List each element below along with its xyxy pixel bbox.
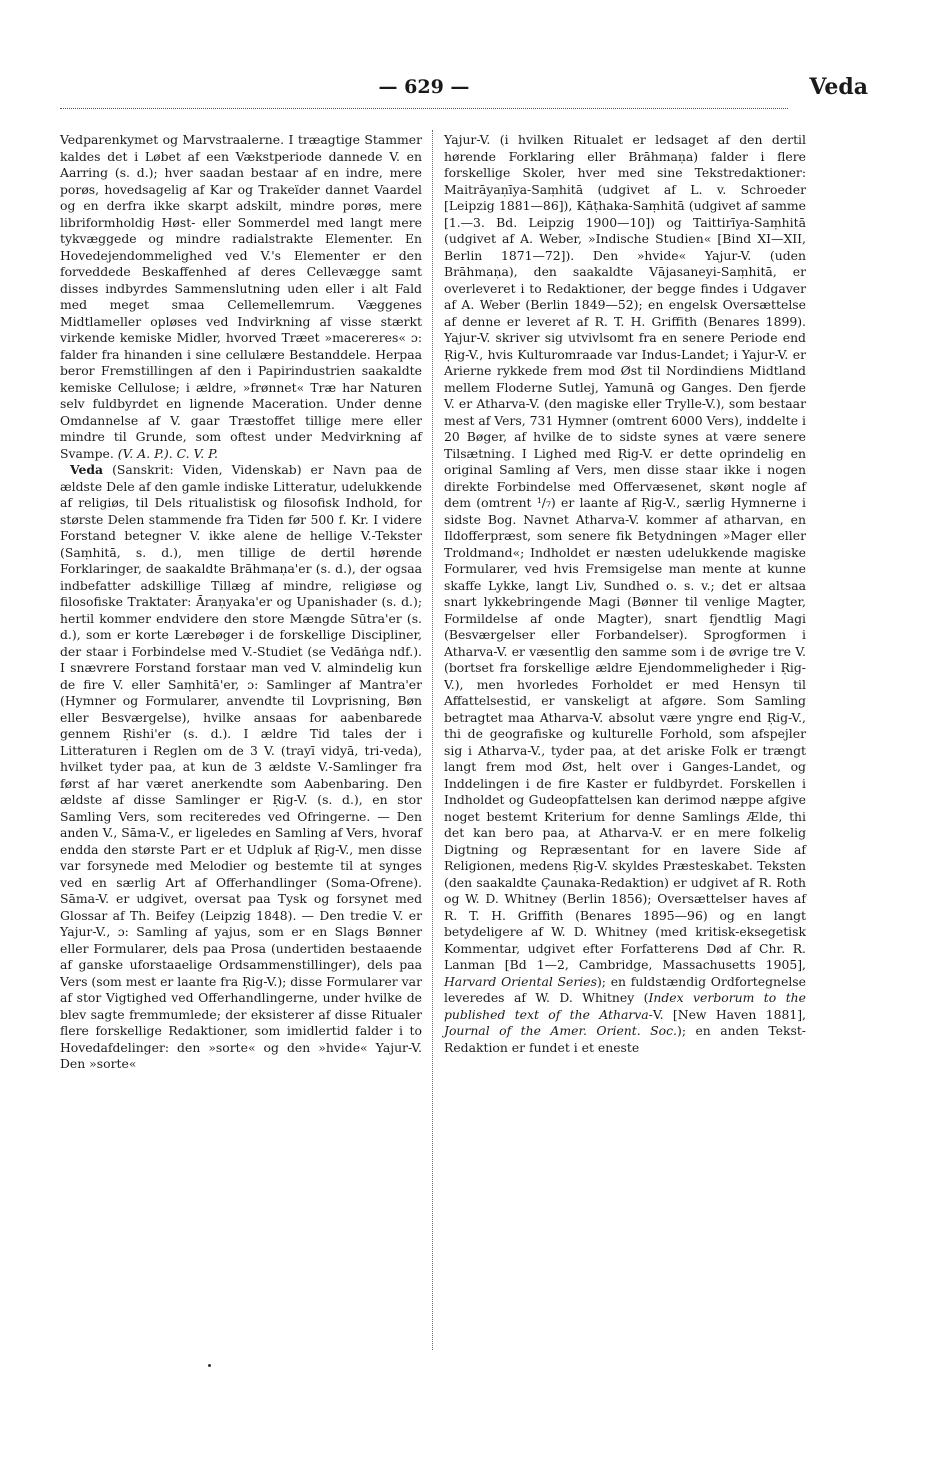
series-title: Harvard Oriental Series: [444, 973, 597, 989]
paragraph-text: Yajur-V. (i hvilken Ritualet er ledsaget af den dertil hørende Forklaring eller Brāhmaṇa) falder i flere forskellige Skoler, hver med sine Tekstredaktioner: Maitrāyaṇīya-Saṃhitā (udgivet af L. v. Schroeder [Leipzig 1881—86]), Kāṭhaka-Saṃhitā (udgivet af samme [1.—3. Bd. Leipzig 1900—10]) og Taittirīya-Saṃhitā (udgivet af A. Weber, »Indische Studien« [Bind XI—XII, Berlin 1871—72]). Den »hvide« Yajur-V. (uden Brāhmaṇa), den saakaldte Vājasaneyi-Saṃhitā, er overleveret i to Redaktioner, der begge findes i Udgaver af A. Weber (Berlin 1849—52); en engelsk Oversættelse af denne er leveret af R. T. H. Griffith (Benares 1899). Yajur-V. skriver sig utvivlsomt fra en senere Periode end Ṛig-V., hvis Kulturomraade var Indus-Landet; i Yajur-V. er Arierne rykkede frem mod Øst til Nordindiens Midtland mellem Floderne Sutlej, Yamunā og Ganges. Den fjerde V. er Atharva-V. (den magiske eller Trylle-V.), som bestaar mest af Vers, 731 Hymner (omtrent 6000 Vers), inddelte i 20 Bøger, af hvilke de to sidste synes at være senere Tilsætning. I Lighed med Ṛig-V. er dette oprindelig en original Samling af Vers, men disse staar ikke i nogen direkte Forbindelse med Offervæsenet, skønt nogle af dem (omtrent ¹/₇) er laante af Ṛig-V., særlig Hymnerne i sidste Bog. Navnet Atharva-V. kommer af atharvan, en Ildofferpræst, som senere fik Betydningen »Mager eller Troldmand«; Indholdet er næsten udelukkende magiske Formularer, ved hvis Fremsigelse man mente at kunne skaffe Lykke, langt Liv, Sundhed o. s. v.; det er altsaa snart lykkebringende Magi (Bønner til venlige Magter, Formildelse af onde Magter), snart fjendtlig Magi (Besværgelser eller Forbandelser). Sprogformen i Atharva-V. er væsentlig den samme som i de øvrige tre V. (bortset fra forskellige ældre Ejendommeligheder i Ṛig-V.), men hvorledes Forholdet er med Hensyn til Affattelsestid, er vanskeligt at afgøre. Som Samling betragtet maa Atharva-V. absolut være yngre end Ṛig-V., thi de geografiske og kulturelle Forhold, som afspejler sig i Atharva-V., tyder paa, at det ariske Folk er trængt langt frem mod Øst, helt over i Ganges-Landet, og Inddelingen i de fire Kaster er fuldbyrdet. Forskellen i Indholdet og Gudeopfattelsen kan derimod næppe afgive noget bestemt Kriterium for denne Samlings Ælde, thi det kan bero paa, at Atharva-V. er en mere folkelig Digtning og Repræsentant for en lavere Side af Religionen, medens Ṛig-V. skyldes Præsteskabet. Teksten (den saakaldte Çaunaka-Redaktion) er udgivet af R. Roth og W. D. Whitney (Berlin 1856); Oversættelser haves af R. T. H. Griffith (Benares 1895—96) og en langt betydeligere af W. D. Whitney (med kritisk-eksegetisk Kommentar, udgivet efter Forfatterens Død af Chr. R. Lanman [Bd 1—2, Cambridge, Massachusetts 1905],: [444, 132, 806, 972]
page-header: [60, 74, 868, 104]
left-column: [60, 132, 422, 1073]
running-head: Veda: [809, 74, 868, 100]
headword-veda: Veda: [70, 462, 104, 477]
entry-text: (Sanskrit: Viden, Videnskab) er Navn paa de ældste Dele af den gamle indiske Litteratur, udelukkende af religiøs, til Dels ritualistisk og filosofisk Indhold, for største Delen stammende fra Tiden før 500 f. Kr. I videre Forstand betegner V. ikke alene de hellige V.-Tekster (Saṃhitā, s. d.), men tillige de dertil hørende Forklaringer, de saakaldte Brāhmaṇa'er (s. d.), der ogsaa indbefatter adskillige Tillæg af mindre, religiøse og filosofiske Traktater: Āraṇyaka'er og Upanishader (s. d.); hertil kommer endvidere den store Mængde Sūtra'er (s. d.), som er korte Lærebøger i de forskellige Discipliner, der staar i Forbindelse med V.-Studiet (se Vedāṅga ndf.). I snævrere Forstand forstaar man ved V. almindelig kun de fire V. eller Saṃhitā'er, ɔ: Samlinger af Mantra'er (Hymner og Formularer, anvendte til Lovprisning, Bøn eller Besværgelse), hvilke ansaas for aabenbarede gennem Ṛishi'er (s. d.). I ældre Tid tales der i Litteraturen i Reglen om de 3 V. (trayī vidyā, tri-veda), hvilket tyder paa, at kun de 3 ældste V.-Samlinger fra først af har været anerkendte som Aabenbaring. Den ældste af disse Samlinger er Ṛig-V. (s. d.), en stor Samling Vers, som reciteredes ved Ofringerne. — Den anden V., Sāma-V., er ligeledes en Samling af Vers, hvoraf endda den største Part er et Udpluk af Ṛig-V., men disse var forsynede med Melodier og bestemte til at synges ved en særlig Art af Offerhandlinger (Soma-Ofrene). Sāma-V. er udgivet, oversat paa Tysk og forsynet med Glossar af Th. Beifey (Leipzig 1848). — Den tredie V. er Yajur-V., ɔ: Samling af yajus, som er en Slags Bønner eller Formularer, dels paa Prosa (undertiden bestaaende af ganske uforstaaelige Ordsammenstillinger), dels paa Vers (som mest er laante fra Ṛig-V.); disse Formularer var af stor Vigtighed ved Offerhandlingerne, under hvilke de blev sagte fremmumlede; der eksisterer af disse Ritualer flere forskellige Redaktioner, som imidlertid falder i to Hovedafdelinger: den »sorte« og den »hvide« Yajur-V. Den »sorte«: [60, 462, 422, 1071]
book-title: Index verborum to the published text of the Atharva-: [444, 990, 806, 1022]
paragraph-veda-continuation: [444, 132, 806, 1056]
paragraph-ved-continuation: [60, 132, 422, 462]
entry-veda: [60, 462, 422, 1073]
stray-mark: [208, 1364, 211, 1367]
column-divider: [432, 130, 433, 1350]
right-column: [444, 132, 806, 1056]
paragraph-text: V. [New Haven 1881],: [652, 1006, 806, 1022]
signature: (V. A. P.). C. V. P.: [117, 445, 218, 461]
paragraph-text: Vedparenkymet og Marvstraalerne. I træagtige Stammer kaldes det i Løbet af een Vækstperiode dannede V. en Aarring (s. d.); hver saadan bestaar af en indre, mere porøs, hovedsagelig af Kar og Trakeïder dannet Vaardel og en derfra ikke skarpt adskilt, mindre porøs, mere libriformholdig Høst- eller Sommerdel med langt mere tykvæggede og mindre radialstrakte Elementer. En Hovedejendommelighed ved V.'s Elementer er den forveddede Beskaffenhed af deres Cellevægge samt disses indbyrdes Sammenslutning uden eller i alt Fald med meget smaa Cellemellemrum. Væggenes Midtlameller opløses ved Indvirkning af visse stærkt virkende kemiske Midler, hvorved Træet »macereres« ɔ: falder fra hinanden i sine cellulære Bestanddele. Herpaa beror Fremstillingen af den i Papirindustrien saakaldte kemiske Cellulose; i ældre, »frønnet« Træ har Naturen selv fuldbyrdet en lignende Maceration. Under denne Omdannelse af V. gaar Træstoffet tillige mere eller mindre til Grunde, som oftest under Medvirkning af Svampe.: [60, 132, 422, 461]
paragraph-text: ); en fuldstændig Ordfortegnelse leveredes af W. D. Whitney (: [444, 973, 806, 1005]
paragraph-text: ); en anden Tekst-Redaktion er fundet i et eneste: [444, 1023, 806, 1055]
journal-title: Journal of the Amer. Orient. Soc.: [444, 1023, 677, 1038]
page-number: — 629 —: [378, 76, 470, 98]
header-rule: [60, 108, 788, 109]
